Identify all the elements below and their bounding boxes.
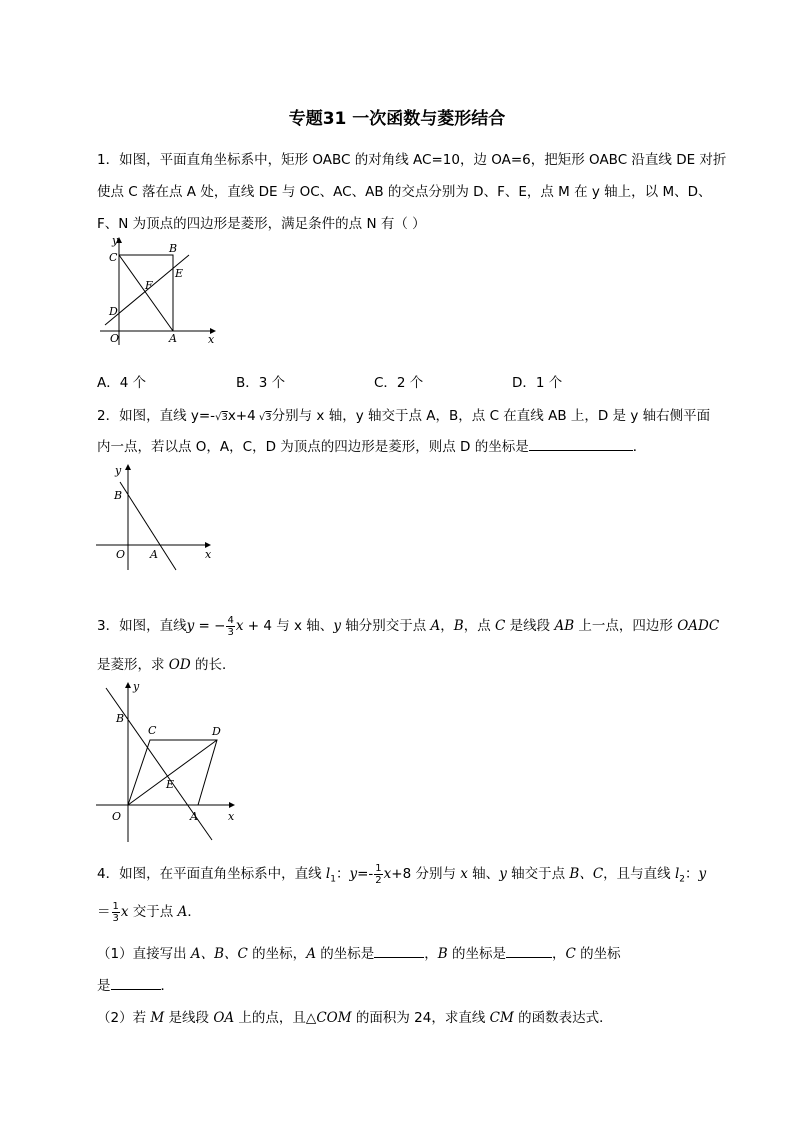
q3-a: A <box>430 618 441 634</box>
q4-sub1-end: ． <box>160 978 174 994</box>
q4-sub1-comma1: ， <box>424 946 438 962</box>
q3-od: OD <box>168 657 191 673</box>
q3-fraction <box>226 615 234 638</box>
q4-sub1-pre: （1）直接写出 <box>97 946 191 962</box>
q4-l1-sub: 1 <box>330 874 336 885</box>
q1-label-a: A <box>169 332 177 345</box>
q4-sub2-cm: CM <box>489 1010 514 1026</box>
q4-x1: x <box>383 866 392 882</box>
q3-post4: 上一点，四边形 <box>574 618 678 634</box>
q2-sqrt-1: 3 <box>221 412 228 423</box>
q4-sub2-mid2: 上的点，且△ <box>234 1010 317 1026</box>
q4-sub1-c-text: 的坐标 <box>575 946 621 962</box>
q3-eq-rest: + 4 <box>243 618 272 634</box>
q4-eq2: ＝ <box>97 904 111 920</box>
q3-eq-y: y <box>186 618 195 634</box>
q4-mid2: 轴交于点 <box>506 866 570 882</box>
q4-bc: B、C <box>569 866 604 882</box>
q4-pre: 4．如图，在平面直角坐标系中，直线 <box>97 866 326 882</box>
q3-label-e: E <box>166 778 175 791</box>
q2-line2-pre: 内一点，若以点 O，A，C，D 为顶点的四边形是菱形，则点 D 的坐标是 <box>97 439 529 455</box>
q2-figure <box>92 460 222 575</box>
q3-text-line-1 <box>97 614 719 638</box>
q4-colon1: ： <box>335 866 350 882</box>
q4-sub1-c-label: C <box>565 946 576 962</box>
page-title: 专题31 一次函数与菱形结合 <box>288 109 506 129</box>
q4-sub1-line-2 <box>97 974 174 994</box>
q4-a: A <box>177 904 188 920</box>
q4-sub2-com: COM <box>316 1010 352 1026</box>
q2-sqrt-2: 3 <box>265 412 272 423</box>
q3-post1: 轴分别交于点 <box>340 618 431 634</box>
q4-y1: y <box>349 866 358 882</box>
q1-diagonal-ac <box>119 255 173 331</box>
q4-sub1-line-1 <box>97 942 621 962</box>
q3-post3: 是线段 <box>505 618 555 634</box>
q3-label-x: x <box>228 810 235 823</box>
q1-label-x: x <box>208 333 215 346</box>
q4-fraction-1 <box>374 863 382 886</box>
q3-label-c: C <box>148 724 157 737</box>
q4-l2-sub: 2 <box>679 874 686 885</box>
q4-x2: x <box>120 904 129 920</box>
q4-fraction-2 <box>112 901 120 924</box>
q1-label-y: y <box>112 234 119 247</box>
q1-text-line-3: F、N 为顶点的四边形是菱形，满足条件的点 N 有（ ） <box>97 216 426 232</box>
q4-sub2-m: M <box>150 1010 165 1026</box>
q4-sub2-mid: 是线段 <box>164 1010 214 1026</box>
q1-label-c: C <box>109 251 118 264</box>
q1-label-d: D <box>109 305 118 318</box>
q4-sub1-pts: A、B、C <box>190 946 248 962</box>
q2-label-x: x <box>205 548 212 561</box>
q4-answer-a-blank[interactable] <box>374 945 424 958</box>
q4-rest1: +8 分别与 <box>391 866 461 882</box>
q2-line2-post: ． <box>632 439 647 455</box>
q3-label-y: y <box>133 680 140 693</box>
q1-label-o: O <box>110 332 120 345</box>
q4-l2: l <box>674 866 680 882</box>
q1-option-a: A．4 个 <box>97 375 147 391</box>
q2-answer-blank[interactable] <box>529 438 633 451</box>
q4-colon2: ： <box>685 866 699 882</box>
q3-b: B <box>453 618 464 634</box>
q4-sub1-b-text: 的坐标是 <box>447 946 506 962</box>
q4-eq1: =- <box>357 866 374 882</box>
q4-sub2-end: 的函数表达式． <box>513 1010 613 1026</box>
q4-answer-c-blank[interactable] <box>111 977 161 990</box>
q4-text-line-1 <box>97 862 706 886</box>
q4-xaxis: x <box>460 866 468 882</box>
q1-label-e: E <box>175 267 184 280</box>
q4-sub1-a-text: 的坐标是 <box>315 946 375 962</box>
q2-text-line-2 <box>97 435 646 455</box>
q3-eq-x: x <box>235 618 244 634</box>
q4-yaxis: y <box>499 866 507 882</box>
q1-option-c: C．2 个 <box>374 375 424 391</box>
q2-label-a: A <box>150 548 158 561</box>
q4-frac1-den: 2 <box>375 874 382 886</box>
q4-frac1-num: 1 <box>375 862 382 874</box>
q3-eq-eq: = − <box>194 618 226 634</box>
q3-text-line-2 <box>97 653 236 673</box>
q1-option-b: B．3 个 <box>236 375 286 391</box>
q4-sub1-line2: 是 <box>97 978 111 994</box>
q4-rest3: ． <box>187 904 201 920</box>
q4-text-line-2 <box>97 900 201 924</box>
q4-y2: y <box>698 866 707 882</box>
q3-c: C <box>495 618 506 634</box>
q3-ab: AB <box>554 618 575 634</box>
q3-label-a: A <box>190 810 198 823</box>
q1-option-d: D．1 个 <box>512 375 563 391</box>
q3-diagonal-od <box>128 740 217 805</box>
q3-line2-pre: 是菱形，求 <box>97 657 169 673</box>
q4-answer-b-blank[interactable] <box>506 945 552 958</box>
q2-label-y: y <box>115 464 122 477</box>
q3-line2-post: 的长． <box>190 657 236 673</box>
q1-text-line-2: 使点 C 落在点 A 处，直线 DE 与 OC、AC、AB 的交点分别为 D、F、E，点 M 在 y 轴上，以 M、D、 <box>97 184 712 200</box>
q3-pre: 3．如图，直线 <box>97 618 187 634</box>
q4-rest2: 交于点 <box>128 904 178 920</box>
q3-label-d: D <box>212 725 221 738</box>
q3-mid: 与 x 轴、 <box>271 618 334 634</box>
q3-frac-num: 4 <box>227 614 234 626</box>
q4-sub1-a-label: A <box>306 946 316 962</box>
q4-sub1-b-label: B <box>437 946 448 962</box>
q4-sub1-comma2: ， <box>551 946 566 962</box>
q4-l1: l <box>325 866 331 882</box>
q3-figure <box>92 678 242 848</box>
q4-mid1: 轴、 <box>467 866 500 882</box>
q1-text-line-1: 1．如图，平面直角坐标系中，矩形 OABC 的对角线 AC=10，边 OA=6，把矩形 OABC 沿直线 DE 对折 <box>97 152 727 168</box>
q4-frac2-num: 1 <box>112 900 119 912</box>
q4-sub2-mid3: 的面积为 24，求直线 <box>351 1010 490 1026</box>
q2-mid: x+4 <box>227 408 256 424</box>
q3-oadc: OADC <box>677 618 720 634</box>
q3-frac-den: 3 <box>227 626 234 638</box>
q4-sub2-pre: （2）若 <box>97 1010 151 1026</box>
q1-label-b: B <box>169 242 178 255</box>
q3-y-axis: y <box>333 618 341 634</box>
q3-label-b: B <box>116 712 125 725</box>
q4-sub2-oa: OA <box>213 1010 235 1026</box>
q1-label-f: F <box>145 279 153 292</box>
q4-frac2-den: 3 <box>112 912 119 924</box>
q3-label-o: O <box>112 810 122 823</box>
q2-post: 分别与 x 轴，y 轴交于点 A，B，点 C 在直线 AB 上，D 是 y 轴右侧平面 <box>271 408 711 424</box>
q3-post2: ，点 <box>463 618 496 634</box>
q2-label-o: O <box>116 548 126 561</box>
q4-sub2-line <box>97 1006 613 1026</box>
q4-mid3: ，且与直线 <box>603 866 675 882</box>
q3-comma: ， <box>440 618 454 634</box>
q1-figure <box>95 233 225 348</box>
q2-pre: 2．如图，直线 y=- <box>97 408 216 424</box>
q4-sub1-mid: 的坐标， <box>247 946 307 962</box>
q2-label-b: B <box>114 489 123 502</box>
q2-text-line-1: 2．如图，直线 y=-√3x+4 √3分别与 x 轴，y 轴交于点 A，B，点 C 在直线 AB 上，D 是 y 轴右侧平面 <box>97 408 711 424</box>
